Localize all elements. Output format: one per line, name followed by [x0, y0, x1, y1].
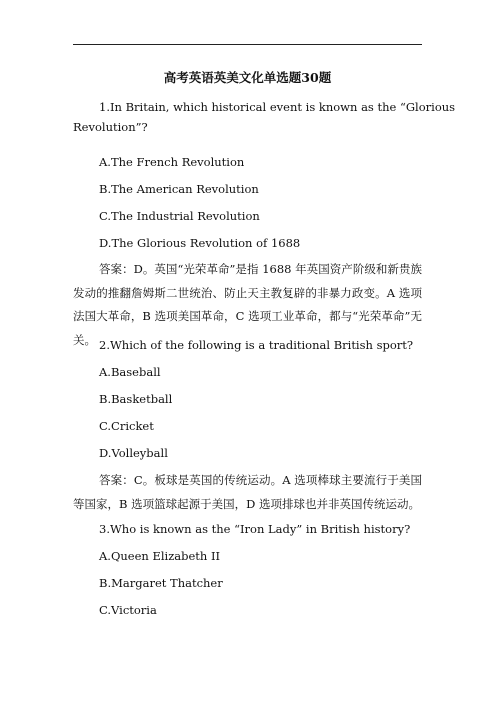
- question-1-option-c: C.The Industrial Revolution: [99, 209, 260, 223]
- question-3-text: 3.Who is known as the “Iron Lady” in British history?: [99, 522, 411, 536]
- question-1-option-a: A.The French Revolution: [99, 155, 245, 169]
- question-2-option-c: C.Cricket: [99, 419, 154, 433]
- question-3-option-c: C.Victoria: [99, 603, 157, 617]
- question-2-text: 2.Which of the following is a traditional British sport?: [99, 338, 414, 352]
- question-2-option-a: A.Baseball: [99, 365, 161, 379]
- question-2-answer: 答案：C。板球是英国的传统运动。A 选项棒球主要流行于美国等国家，B 选项篮球起源于美国，D 选项排球也并非英国传统运动。: [73, 473, 422, 511]
- document-title: 高考英语英美文化单选题30题: [163, 70, 332, 85]
- question-1-text-line-1: 1.In Britain, which historical event is known as the “Glorious: [99, 100, 456, 114]
- question-2-option-d: D.Volleyball: [99, 446, 168, 460]
- question-3-option-a: A.Queen Elizabeth II: [99, 549, 221, 563]
- question-1-answer: 答案：D。英国“光荣革命”是指 1688 年英国资产阶级和新贵族发动的推翻詹姆斯二世统治、防止天主教复辟的非暴力政变。A 选项法国大革命，B 选项美国革命，C 选项工业革命，都与“光荣革命”无关。: [73, 262, 422, 347]
- question-3-option-b: B.Margaret Thatcher: [99, 576, 223, 590]
- question-1-option-b: B.The American Revolution: [99, 182, 259, 196]
- question-1-text-line-2: Revolution”?: [73, 120, 148, 134]
- question-2-option-b: B.Basketball: [99, 392, 173, 406]
- question-1-option-d: D.The Glorious Revolution of 1688: [99, 236, 301, 250]
- header-rule: [73, 44, 422, 45]
